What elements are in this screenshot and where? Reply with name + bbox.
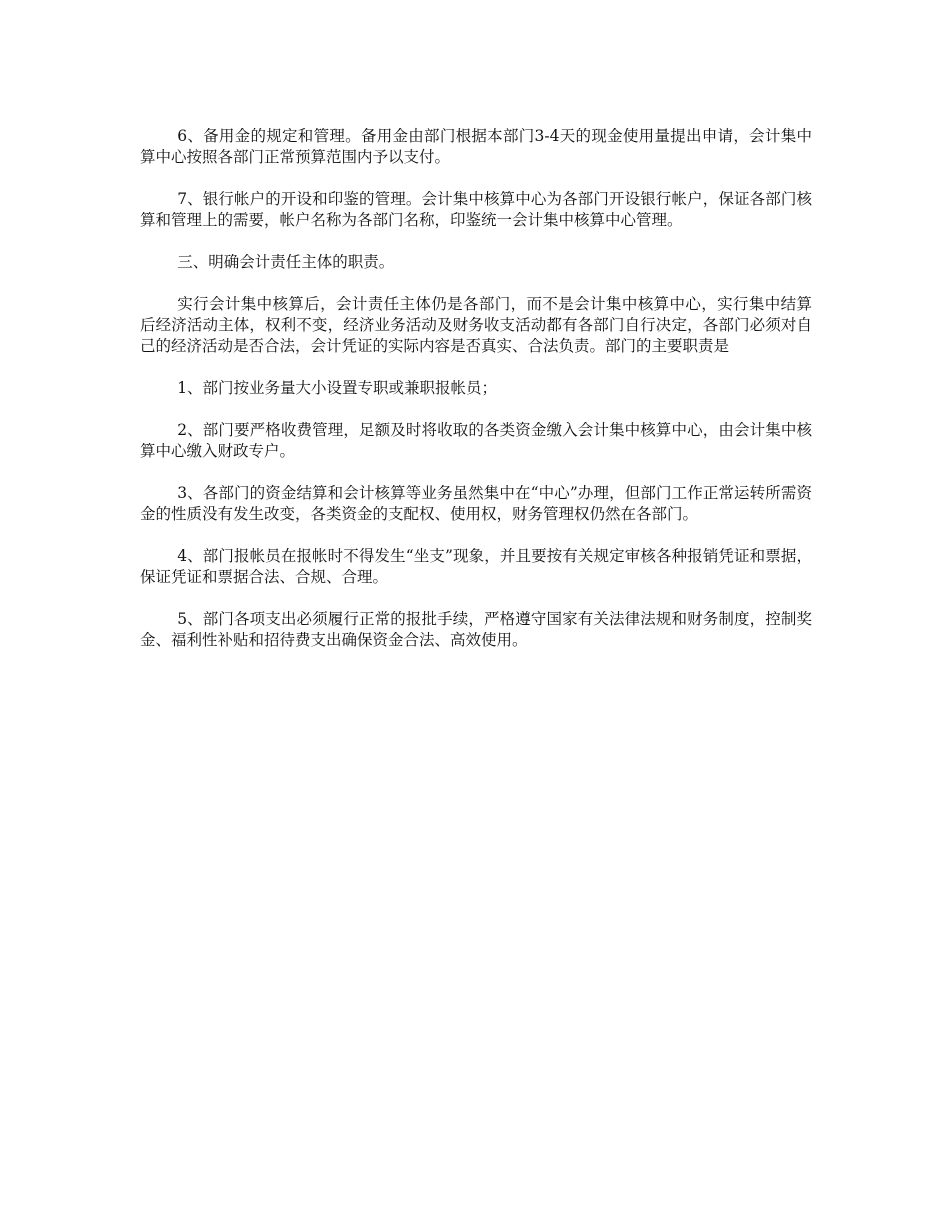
list-item-duty-1: 1、部门按业务量大小设置专职或兼职报帐员； bbox=[177, 379, 498, 397]
list-item-duty-3: 3、各部门的资金结算和会计核算等业务虽然集中在“中心”办理，但部门工作正常运转所需资金的性质没有发生改变，各类资金的支配权、使用权，财务管理权仍然在各部门。 bbox=[140, 484, 812, 523]
list-item-duty-5: 5、部门各项支出必须履行正常的报批手续，严格遵守国家有关法律法规和财务制度，控制奖金、福利性补贴和招待费支出确保资金合法、高效使用。 bbox=[140, 610, 812, 649]
paragraph-bank-account: 7、银行帐户的开设和印鉴的管理。会计集中核算中心为各部门开设银行帐户，保证各部门核算和管理上的需要，帐户名称为各部门名称，印鉴统一会计集中核算中心管理。 bbox=[140, 190, 812, 229]
list-item-duty-2: 2、部门要严格收费管理，足额及时将收取的各类资金缴入会计集中核算中心，由会计集中核算中心缴入财政专户。 bbox=[140, 421, 812, 460]
document-body bbox=[140, 126, 812, 672]
section-heading-responsibilities: 三、明确会计责任主体的职责。 bbox=[177, 253, 395, 271]
paragraph-petty-cash: 6、备用金的规定和管理。备用金由部门根据本部门3-4天的现金使用量提出申请，会计集中算中心按照各部门正常预算范围内予以支付。 bbox=[140, 127, 812, 166]
paragraph-responsibility-intro: 实行会计集中核算后，会计责任主体仍是各部门，而不是会计集中核算中心，实行集中结算后经济活动主体，权利不变，经济业务活动及财务收支活动都有各部门自行决定，各部门必须对自己的经济活动是否合法，会计凭证的实际内容是否真实、合法负责。部门的主要职责是 bbox=[140, 295, 812, 355]
list-item-duty-4: 4、部门报帐员在报帐时不得发生“坐支”现象，并且要按有关规定审核各种报销凭证和票据，保证凭证和票据合法、合规、合理。 bbox=[140, 547, 812, 586]
